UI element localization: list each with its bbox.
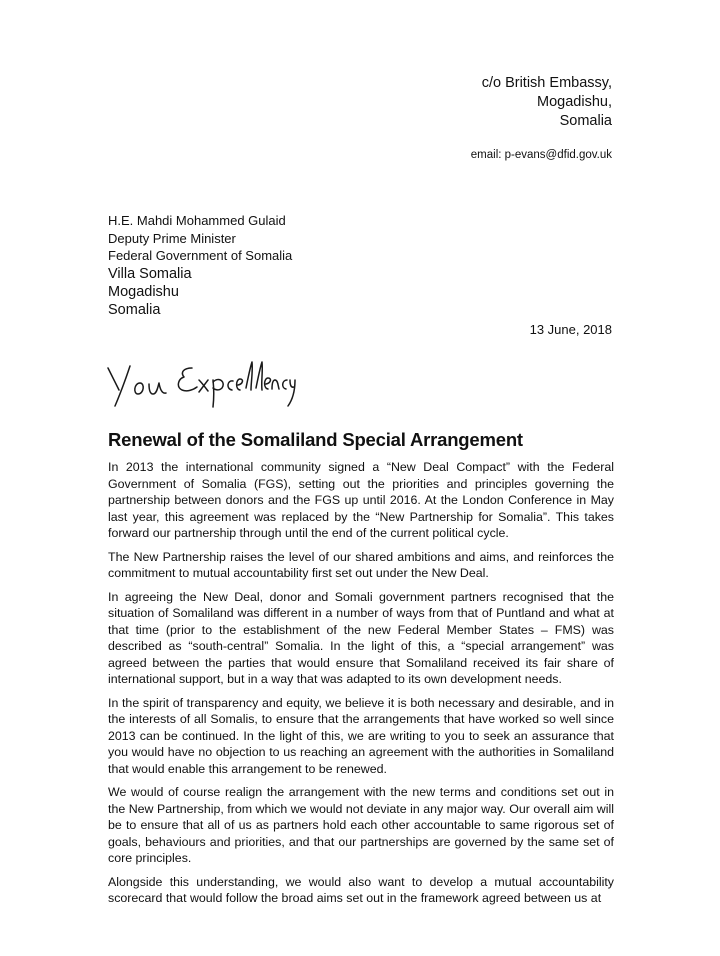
letter-heading: Renewal of the Somaliland Special Arrangement (108, 429, 523, 450)
recipient-name: H.E. Mahdi Mohammed Gulaid (108, 213, 286, 228)
recipient-organisation: Federal Government of Somalia (108, 248, 293, 263)
recipient-title: Deputy Prime Minister (108, 230, 236, 246)
letter-body (108, 459, 614, 914)
body-paragraph: We would of course realign the arrangement with the new terms and conditions set out in the New Partnership, from which we would not deviate in any major way. Our overall aim will be to ensure that all of us as partners hold each other accountable to same rigorous set of goals, behaviours and priorities, and that our partnerships are governed by the same set of core principles. (108, 785, 614, 865)
body-paragraph: In 2013 the international community signed a “New Deal Compact” with the Federal Government of Somalia (FGS), setting out the priorities and principles governing the partnership between donors and the FGS up until 2016. At the London Conference in May last year, this agreement was replaced by the “New Partnership for Somalia”. This takes forward our partnership through until the end of the current political cycle. (108, 460, 614, 540)
recipient-address-line: Villa Somalia (108, 265, 192, 282)
recipient-address-line: Somalia (108, 301, 161, 318)
body-paragraph: The New Partnership raises the level of our shared ambitions and aims, and reinforces the commitment to mutual accountability first set out under the New Deal. (108, 549, 614, 580)
handwritten-salutation (106, 356, 296, 408)
sender-address-line: c/o British Embassy, (481, 75, 612, 91)
sender-address (482, 74, 612, 131)
sender-address-line: Mogadishu, (537, 94, 612, 110)
sender-address-line: Somalia (559, 113, 612, 129)
recipient-block (108, 212, 292, 319)
sender-email: email: p-evans@dfid.gov.uk (470, 149, 612, 161)
recipient-address-line: Mogadishu (108, 283, 179, 300)
letter-date: 13 June, 2018 (529, 322, 612, 337)
body-paragraph: Alongside this understanding, we would also want to develop a mutual accountability scorecard that would follow the broad aims set out in the framework agreed between us at (108, 874, 614, 905)
body-paragraph: In the spirit of transparency and equity, we believe it is both necessary and desirable, and in the interests of all Somalis, to ensure that the arrangements that have worked so well since 2013 can be continued. In the light of this, we are writing to you to seek an assurance that you would have no objection to us reaching an agreement with the authorities in Somaliland that would enable this arrangement to be renewed. (108, 695, 614, 776)
body-paragraph: In agreeing the New Deal, donor and Somali government partners recognised that the situation of Somaliland was different in a number of ways from that of Puntland and what at that time (prior to the establishment of the new Federal Member States – FMS) was described as “south-central” Somalia. In the light of this, a “special arrangement” was agreed between the parties that would ensure that Somaliland received its fair share of international support, but in a way that was adapted to its own development needs. (108, 589, 614, 686)
